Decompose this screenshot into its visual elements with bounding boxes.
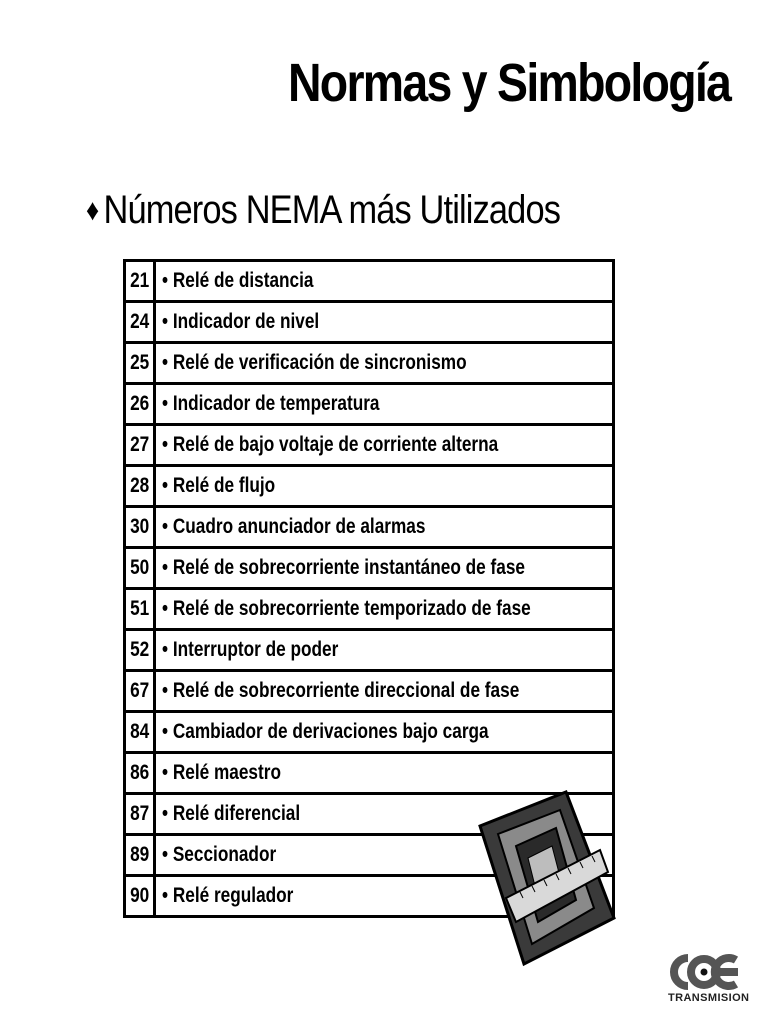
nema-code: 24: [130, 310, 150, 333]
nema-description-cell: [155, 261, 614, 302]
nema-description: • Relé de bajo voltaje de corriente alterna: [162, 433, 499, 456]
nema-code: 21: [130, 269, 150, 292]
diamond-bullet-icon: ♦: [86, 194, 99, 227]
table-row: [125, 507, 614, 548]
nema-description: • Relé de verificación de sincronismo: [162, 351, 467, 374]
nema-description: • Cuadro anunciador de alarmas: [162, 515, 426, 538]
nema-code-cell: [125, 630, 155, 671]
nema-code: 90: [130, 884, 150, 907]
nema-description-cell: [155, 548, 614, 589]
table-row: [125, 548, 614, 589]
nema-description-cell: [155, 589, 614, 630]
table-row: [125, 261, 614, 302]
nema-description: • Seccionador: [162, 843, 277, 866]
table-row: [125, 671, 614, 712]
nema-code-cell: [125, 753, 155, 794]
nema-description: • Indicador de temperatura: [162, 392, 380, 415]
nema-description-cell: [155, 712, 614, 753]
nema-code-cell: [125, 261, 155, 302]
table-row: [125, 302, 614, 343]
nema-description-cell: [155, 343, 614, 384]
nema-code: 25: [130, 351, 150, 374]
table-row: [125, 589, 614, 630]
nema-code-cell: [125, 671, 155, 712]
nema-description: • Relé de flujo: [162, 474, 276, 497]
table-row: [125, 712, 614, 753]
subtitle: [86, 188, 560, 233]
nema-code-cell: [125, 794, 155, 835]
table-row: [125, 343, 614, 384]
page-title: Normas y Simbología: [287, 53, 730, 113]
nema-code: 30: [130, 515, 150, 538]
nema-code: 51: [130, 597, 150, 620]
nema-description: • Relé de sobrecorriente temporizado de fase: [162, 597, 532, 620]
nema-code: 52: [130, 638, 150, 661]
nema-description: • Relé regulador: [162, 884, 294, 907]
nema-code: 67: [130, 679, 150, 702]
nema-description: • Relé de sobrecorriente direccional de fase: [162, 679, 520, 702]
nema-description: • Indicador de nivel: [162, 310, 320, 333]
nema-code-cell: [125, 302, 155, 343]
nema-code: 28: [130, 474, 150, 497]
nema-description: • Relé maestro: [162, 761, 282, 784]
table-row: [125, 384, 614, 425]
nema-code-cell: [125, 712, 155, 753]
logo-text: TRANSMISION: [668, 992, 750, 1004]
nema-description-cell: [155, 630, 614, 671]
nema-code: 50: [130, 556, 150, 579]
nema-description-cell: [155, 384, 614, 425]
nema-code: 89: [130, 843, 150, 866]
drafting-triangle-icon: [476, 788, 616, 968]
nema-code-cell: [125, 876, 155, 917]
nema-code-cell: [125, 835, 155, 876]
nema-description-cell: [155, 425, 614, 466]
table-row: [125, 466, 614, 507]
nema-description-cell: [155, 507, 614, 548]
nema-code: 27: [130, 433, 150, 456]
nema-description: • Interruptor de poder: [162, 638, 339, 661]
nema-description-cell: [155, 466, 614, 507]
nema-code-cell: [125, 425, 155, 466]
nema-description-cell: [155, 302, 614, 343]
nema-description: • Relé de distancia: [162, 269, 314, 292]
nema-description-cell: [155, 671, 614, 712]
subtitle-text: Números NEMA más Utilizados: [103, 188, 561, 232]
table-row: [125, 630, 614, 671]
nema-code-cell: [125, 384, 155, 425]
nema-code: 26: [130, 392, 150, 415]
nema-code: 87: [130, 802, 150, 825]
nema-description: • Relé diferencial: [162, 802, 301, 825]
nema-code-cell: [125, 548, 155, 589]
nema-code-cell: [125, 589, 155, 630]
nema-code-cell: [125, 466, 155, 507]
nema-code: 84: [130, 720, 150, 743]
nema-code: 86: [130, 761, 150, 784]
nema-description: • Relé de sobrecorriente instantáneo de fase: [162, 556, 526, 579]
nema-description: • Cambiador de derivaciones bajo carga: [162, 720, 489, 743]
nema-code-cell: [125, 343, 155, 384]
nema-code-cell: [125, 507, 155, 548]
table-row: [125, 425, 614, 466]
